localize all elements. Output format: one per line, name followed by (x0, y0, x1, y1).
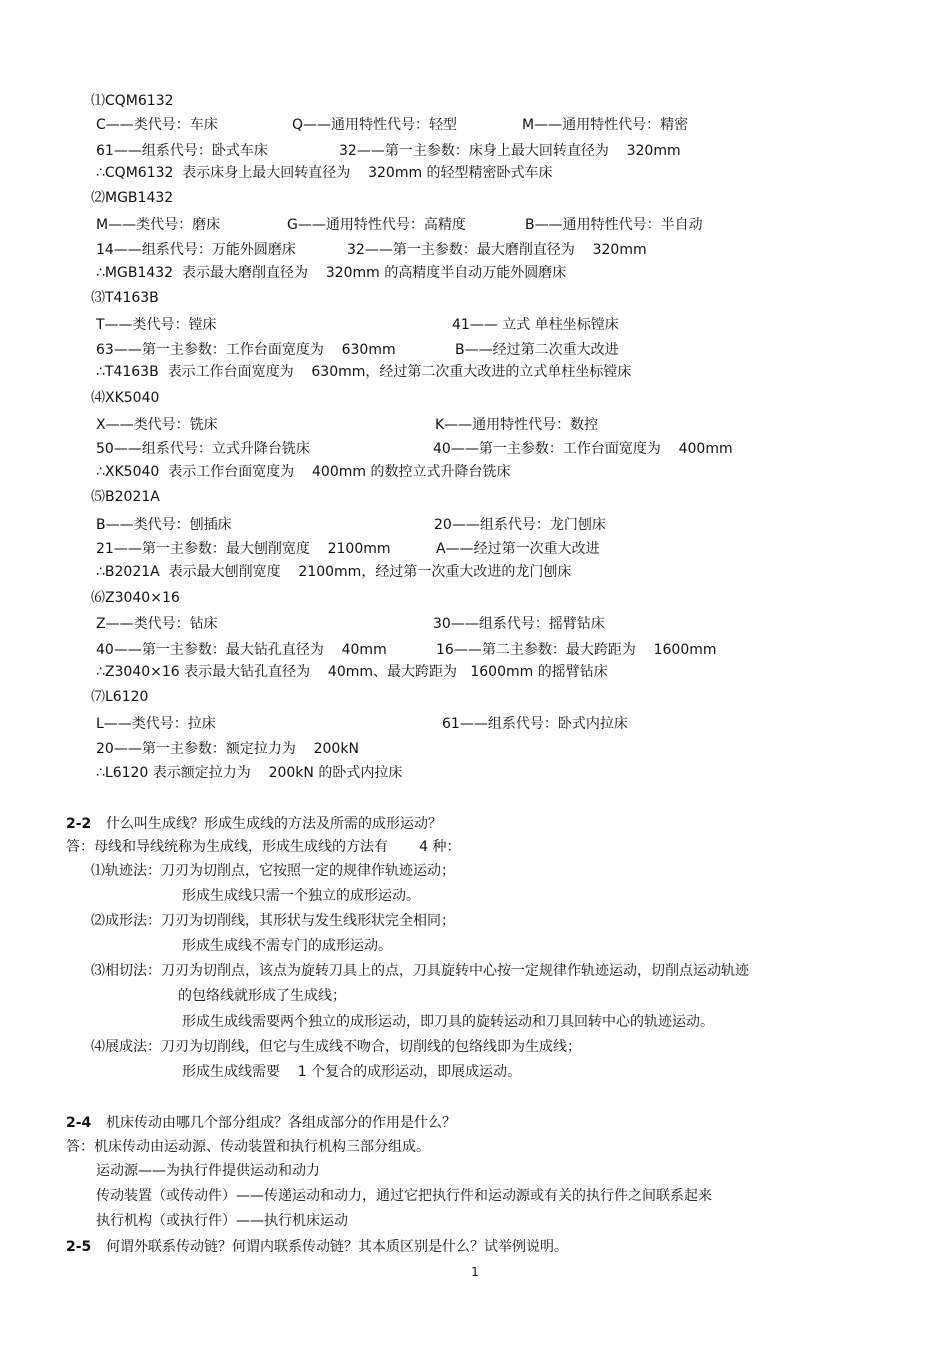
text-line: ⑵成形法：刀刃为切削线，其形状与发生线形状完全相同； (91, 913, 455, 929)
page-number: 1 (471, 1265, 479, 1279)
question-title: 机床传动由哪几个部分组成？各组成部分的作用是什么？ (106, 1115, 456, 1131)
machine-code: ⑸B2021A (91, 489, 160, 505)
text-line: 形成生成线只需一个独立的成形运动。 (182, 888, 420, 904)
answer-line: 答：母线和导线统称为生成线，形成生成线的方法有 4 种： (66, 839, 461, 855)
text-line: 形成生成线需要 1 个复合的成形运动，即展成运动。 (182, 1064, 522, 1080)
text-line: 14——组系代号：万能外圆磨床 (96, 242, 296, 258)
text-line: A——经过第一次重大改进 (436, 541, 600, 557)
text-line: K——通用特性代号：数控 (435, 417, 599, 433)
machine-code: ⑹Z3040×16 (91, 590, 180, 606)
text-line: Q——通用特性代号：轻型 (292, 117, 458, 133)
machine-code: ⑴CQM6132 (91, 93, 174, 109)
text-line: 20——组系代号：龙门刨床 (434, 517, 606, 533)
text-line: ∴MGB1432 表示最大磨削直径为 320mm 的高精度半自动万能外圆磨床 (96, 265, 567, 281)
question-title: 什么叫生成线？形成生成线的方法及所需的成形运动？ (106, 816, 442, 832)
text-line: 32——第一主参数：最大磨削直径为 320mm (347, 242, 647, 258)
text-line: G——通用特性代号：高精度 (287, 217, 466, 233)
text-line: 传动装置（或传动件）——传递运动和动力，通过它把执行件和运动源或有关的执行件之间联系起来 (96, 1188, 712, 1204)
text-line: ⑶相切法：刀刃为切削点，该点为旋转刀具上的点，刀具旋转中心按一定规律作轨迹运动，切削点运动轨迹 (91, 963, 749, 979)
answer-line: 答：机床传动由运动源、传动装置和执行机构三部分组成。 (66, 1139, 430, 1155)
text-line: L——类代号：拉床 (96, 716, 216, 732)
text-line: ∴XK5040 表示工作台面宽度为 400mm 的数控立式升降台铣床 (96, 464, 511, 480)
text-line: ∴B2021A 表示最大刨削宽度 2100mm，经过第一次重大改进的龙门刨床 (96, 564, 572, 580)
question-number: 2-4 (66, 1115, 92, 1131)
text-line: ∴CQM6132 表示床身上最大回转直径为 320mm 的轻型精密卧式车床 (96, 165, 553, 181)
text-line: C——类代号：车床 (96, 117, 218, 133)
text-line: B——经过第二次重大改进 (455, 342, 619, 358)
text-line: B——通用特性代号：半自动 (525, 217, 703, 233)
text-line: ⑴轨迹法：刀刃为切削点，它按照一定的规律作轨迹运动； (91, 863, 455, 879)
text-line: 40——第一主参数：工作台面宽度为 400mm (433, 441, 733, 457)
machine-code: ⑺L6120 (91, 689, 149, 705)
text-line: 61——组系代号：卧式内拉床 (442, 716, 628, 732)
text-line: B——类代号：刨插床 (96, 517, 232, 533)
text-line: 形成生成线需要两个独立的成形运动，即刀具的旋转运动和刀具回转中心的轨迹运动。 (182, 1014, 714, 1030)
text-line: 运动源——为执行件提供运动和动力 (96, 1163, 320, 1179)
machine-code: ⑶T4163B (91, 290, 159, 306)
text-line: ∴Z3040×16 表示最大钻孔直径为 40mm、最大跨距为 1600mm 的摇臂钻床 (96, 664, 608, 680)
text-line: 40——第一主参数：最大钻孔直径为 40mm (96, 642, 387, 658)
text-line: 32——第一主参数：床身上最大回转直径为 320mm (339, 143, 681, 159)
text-line: M——类代号：磨床 (96, 217, 221, 233)
machine-code: ⑷XK5040 (91, 390, 160, 406)
text-line: 21——第一主参数：最大刨削宽度 2100mm (96, 541, 391, 557)
text-line: T——类代号：镗床 (96, 317, 217, 333)
text-line: 50——组系代号：立式升降台铣床 (96, 441, 310, 457)
text-line: 16——第二主参数：最大跨距为 1600mm (436, 642, 717, 658)
text-line: ⑷展成法：刀刃为切削线，但它与生成线不吻合，切削线的包络线即为生成线； (91, 1039, 581, 1055)
text-line: 30——组系代号：摇臂钻床 (433, 616, 605, 632)
text-line: M——通用特性代号：精密 (522, 117, 689, 133)
text-line: 的包络线就形成了生成线； (178, 988, 346, 1004)
text-line: 形成生成线不需专门的成形运动。 (182, 938, 392, 954)
text-line: ∴T4163B 表示工作台面宽度为 630mm，经过第二次重大改进的立式单柱坐标镗床 (96, 364, 632, 380)
text-line: 61——组系代号：卧式车床 (96, 143, 268, 159)
text-line: 41—— 立式 单柱坐标镗床 (452, 317, 619, 333)
question-title: 何谓外联系传动链？何谓内联系传动链？其本质区别是什么？试举例说明。 (106, 1239, 568, 1255)
question-number: 2-2 (66, 816, 92, 832)
text-line: 20——第一主参数：额定拉力为 200kN (96, 741, 359, 757)
question-number: 2-5 (66, 1239, 92, 1255)
text-line: 执行机构（或执行件）——执行机床运动 (96, 1213, 348, 1229)
text-line: ∴L6120 表示额定拉力为 200kN 的卧式内拉床 (96, 765, 403, 781)
machine-code: ⑵MGB1432 (91, 190, 174, 206)
text-line: 63——第一主参数：工作台面宽度为 630mm (96, 342, 396, 358)
text-line: Z——类代号：钻床 (96, 616, 218, 632)
text-line: X——类代号：铣床 (96, 417, 218, 433)
